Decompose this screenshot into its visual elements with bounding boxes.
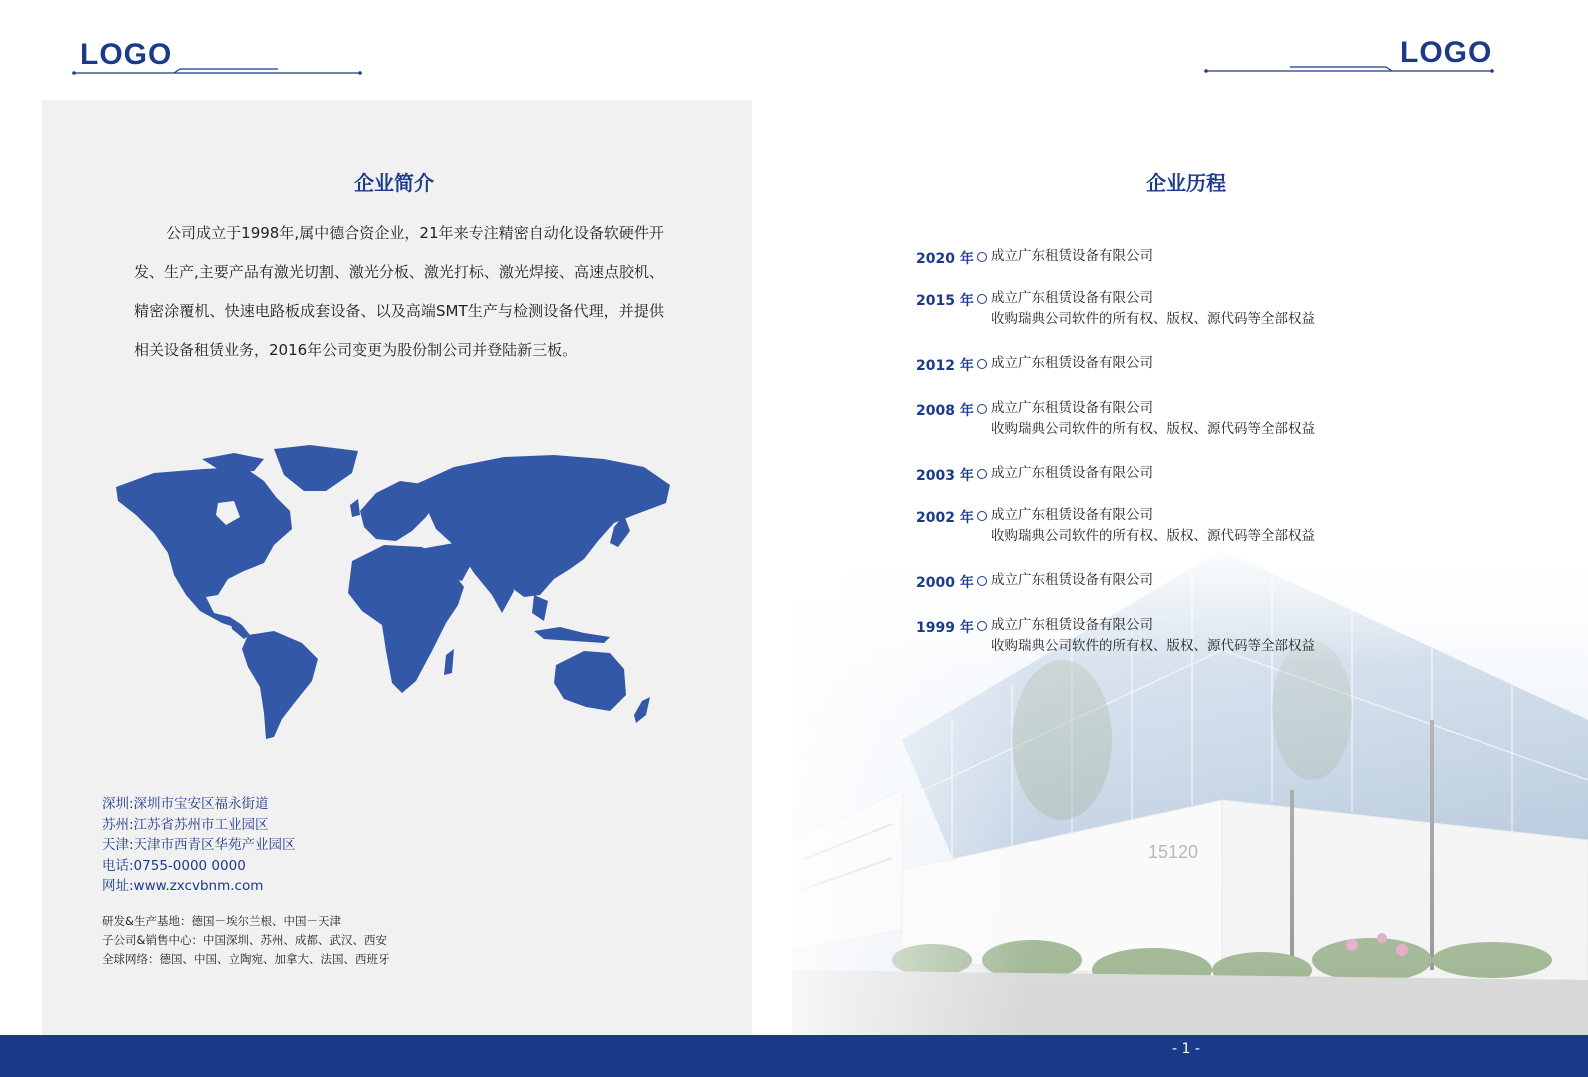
circle-bullet-icon bbox=[977, 252, 987, 262]
circle-bullet-icon bbox=[977, 294, 987, 304]
intro-paragraph: 公司成立于1998年,属中德合资企业，21年来专注精密自动化设备软硬件开发、生产,主要产品有激光切割、激光分板、激光打标、激光焊接、高速点胶机、精密涂覆机、快速电路板成套设备、以及高端SMT生产与检测设备代理，并提供相关设备租赁业务，2016年公司变更为股份制公司并登陆新三板。 bbox=[134, 224, 664, 359]
footer-bar bbox=[0, 1035, 1588, 1077]
contact-block bbox=[102, 794, 296, 897]
circle-bullet-icon bbox=[977, 621, 987, 631]
bases-production: 研发&生产基地：德国－埃尔兰根、中国－天津 bbox=[102, 914, 341, 928]
contact-phone: 电话:0755-0000 0000 bbox=[102, 857, 246, 874]
contact-shenzhen: 深圳:深圳市宝安区福永街道 bbox=[102, 796, 269, 812]
logo-left: LOGO bbox=[80, 38, 173, 71]
timeline-year: 2002 年 bbox=[916, 510, 974, 526]
timeline-year: 2020 年 bbox=[916, 251, 974, 267]
page-number: - 1 - bbox=[1172, 1041, 1200, 1057]
timeline-year: 2015 年 bbox=[916, 293, 974, 309]
timeline-text: 成立广东租赁设备有限公司 bbox=[991, 465, 1153, 481]
bases-block bbox=[102, 912, 390, 969]
circle-bullet-icon bbox=[977, 576, 987, 586]
circle-bullet-icon bbox=[977, 404, 987, 414]
world-map-image bbox=[114, 445, 684, 745]
contact-suzhou: 苏州:江苏省苏州市工业园区 bbox=[102, 816, 269, 833]
timeline-year: 1999 年 bbox=[916, 620, 974, 636]
timeline-year: 2003 年 bbox=[916, 468, 974, 484]
circle-bullet-icon bbox=[977, 469, 987, 479]
timeline-text: 成立广东租赁设备有限公司 收购瑞典公司软件的所有权、版权、源代码等全部权益 bbox=[991, 507, 1315, 544]
logo-right-underline bbox=[1204, 64, 1496, 76]
bases-network: 全球网络：德国、中国、立陶宛、加拿大、法国、西班牙 bbox=[102, 952, 390, 966]
logo-right: LOGO bbox=[1400, 36, 1493, 69]
timeline-text: 成立广东租赁设备有限公司 收购瑞典公司软件的所有权、版权、源代码等全部权益 bbox=[991, 400, 1315, 437]
circle-bullet-icon bbox=[977, 359, 987, 369]
timeline-text: 成立广东租赁设备有限公司 bbox=[991, 572, 1153, 588]
logo-left-underline bbox=[72, 66, 364, 78]
timeline-text: 成立广东租赁设备有限公司 bbox=[991, 355, 1153, 371]
history-title: 企业历程 bbox=[1146, 171, 1226, 195]
contact-website[interactable]: 网址:www.zxcvbnm.com bbox=[102, 878, 264, 894]
timeline-text: 成立广东租赁设备有限公司 收购瑞典公司软件的所有权、版权、源代码等全部权益 bbox=[991, 617, 1315, 654]
timeline-text: 成立广东租赁设备有限公司 bbox=[991, 248, 1153, 264]
timeline-year: 2012 年 bbox=[916, 358, 974, 374]
bases-subsidiaries: 子公司&销售中心：中国深圳、苏州、成都、武汉、西安 bbox=[102, 933, 387, 947]
timeline-year: 2008 年 bbox=[916, 403, 974, 419]
timeline-text: 成立广东租赁设备有限公司 收购瑞典公司软件的所有权、版权、源代码等全部权益 bbox=[991, 290, 1315, 327]
intro-title: 企业简介 bbox=[354, 171, 434, 195]
timeline-year: 2000 年 bbox=[916, 575, 974, 591]
contact-tianjin: 天津:天津市西青区华苑产业园区 bbox=[102, 837, 296, 853]
circle-bullet-icon bbox=[977, 511, 987, 521]
